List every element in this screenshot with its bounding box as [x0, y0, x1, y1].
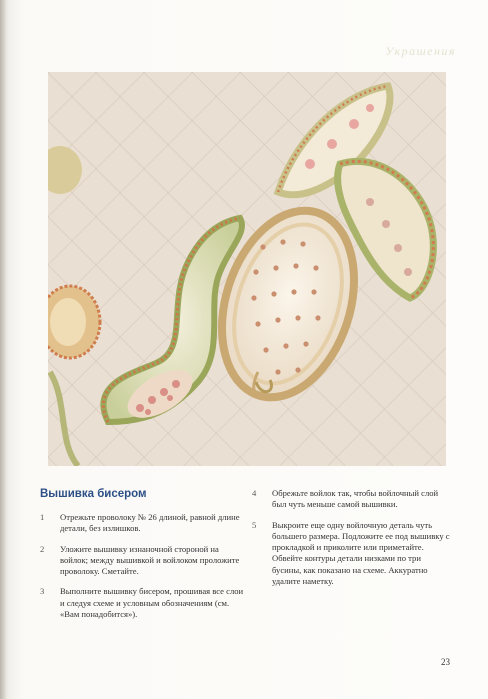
step-text: Выполните вышивку бисером, прошивая все слои и следуя схеме и условным обозначениям (см. «Вам понадобится»).: [60, 586, 244, 620]
embroidery-photo: [48, 72, 446, 466]
instructions-left-column: [40, 512, 245, 629]
step-text: Отрежьте проволоку № 26 длиной, равной длине детали, без излишков.: [60, 512, 240, 534]
page-number: 23: [441, 657, 450, 667]
step-text: Выкроите еще одну войлочную деталь чуть большего размера. Подложите ее под вышивку с прокладкой и приколите или приметайте. Обвейте контуры детали низками по три бусины, как показано на схеме. Аккуратно удалите наметку.: [272, 519, 450, 587]
instruction-step: [40, 512, 245, 535]
instruction-step: [40, 544, 245, 578]
step-number: 5: [252, 519, 257, 530]
step-text: Обрежьте войлок так, чтобы войлочный слой был чуть меньше самой вышивки.: [272, 488, 439, 510]
section-title: Вышивка бисером: [40, 488, 147, 500]
instruction-step: [40, 586, 245, 620]
step-number: 4: [252, 488, 257, 498]
instruction-step: [252, 520, 452, 588]
embroidery-illustration: [48, 72, 446, 466]
step-number: 1: [40, 512, 45, 522]
instructions-right-column: [252, 488, 452, 596]
instruction-step: [252, 488, 452, 511]
running-head: Украшения: [385, 44, 456, 58]
step-number: 3: [40, 586, 45, 597]
page-binding-edge: [0, 0, 6, 699]
step-number: 2: [40, 543, 45, 554]
step-text: Уложите вышивку изнаночной стороной на войлок; между вышивкой и войлоком проложите проволоку. Сметайте.: [60, 543, 240, 577]
